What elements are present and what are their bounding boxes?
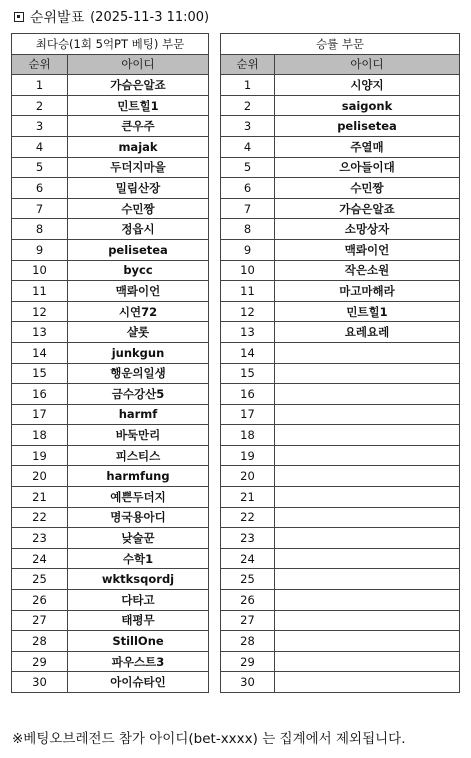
user-id-cell: 소망상자 xyxy=(275,219,460,240)
user-id-cell: 맥롸이언 xyxy=(275,239,460,260)
title-text: 순위발표 xyxy=(30,10,85,26)
table-row xyxy=(12,178,209,199)
rank-cell: 28 xyxy=(12,631,68,652)
user-id-cell xyxy=(275,672,460,693)
table-row xyxy=(12,322,209,343)
rank-cell: 2 xyxy=(221,95,275,116)
user-id-cell: 바둑만리 xyxy=(68,425,209,446)
rank-cell: 19 xyxy=(12,445,68,466)
rank-cell: 9 xyxy=(12,239,68,260)
table-row xyxy=(221,178,460,199)
table-row xyxy=(12,75,209,96)
table-row xyxy=(221,219,460,240)
table-row xyxy=(221,75,460,96)
rank-cell: 5 xyxy=(12,157,68,178)
rank-cell: 8 xyxy=(221,219,275,240)
table-row xyxy=(12,548,209,569)
user-id-cell: majak xyxy=(68,136,209,157)
table-row xyxy=(221,384,460,405)
user-id-cell xyxy=(275,425,460,446)
table-row xyxy=(12,651,209,672)
rank-cell: 27 xyxy=(12,610,68,631)
table-row xyxy=(221,301,460,322)
table-row xyxy=(12,95,209,116)
rank-cell: 18 xyxy=(221,425,275,446)
table-row xyxy=(221,507,460,528)
table-row xyxy=(221,404,460,425)
user-id-cell xyxy=(275,342,460,363)
user-id-cell xyxy=(275,610,460,631)
table-row xyxy=(12,672,209,693)
table-row xyxy=(221,425,460,446)
rank-column-header: 순위 xyxy=(12,54,68,75)
user-id-cell xyxy=(275,487,460,508)
table-row xyxy=(221,548,460,569)
rank-cell: 24 xyxy=(221,548,275,569)
rank-cell: 8 xyxy=(12,219,68,240)
user-id-cell: harmfung xyxy=(68,466,209,487)
rank-cell: 14 xyxy=(221,342,275,363)
rank-cell: 11 xyxy=(221,281,275,302)
rank-cell: 6 xyxy=(12,178,68,199)
table-row xyxy=(12,281,209,302)
rank-cell: 29 xyxy=(221,651,275,672)
rank-cell: 24 xyxy=(12,548,68,569)
win-rate-rows xyxy=(221,75,460,693)
win-rate-table xyxy=(220,33,460,693)
rank-cell: 21 xyxy=(221,487,275,508)
announcement-date: (2025-11-3 11:00) xyxy=(90,9,210,25)
rank-cell: 25 xyxy=(12,569,68,590)
user-id-cell: 큰우주 xyxy=(68,116,209,137)
user-id-cell: 으아들이대 xyxy=(275,157,460,178)
user-id-cell: 맥롸이언 xyxy=(68,281,209,302)
square-bullet-icon xyxy=(14,12,24,22)
rank-cell: 3 xyxy=(221,116,275,137)
table-row xyxy=(221,672,460,693)
rank-cell: 16 xyxy=(221,384,275,405)
user-id-cell: 수민짱 xyxy=(275,178,460,199)
rank-cell: 16 xyxy=(12,384,68,405)
rank-cell: 17 xyxy=(12,404,68,425)
user-id-cell: 시연72 xyxy=(68,301,209,322)
id-column-header: 아이디 xyxy=(68,54,209,75)
table-row xyxy=(12,260,209,281)
rank-cell: 28 xyxy=(221,631,275,652)
table-row xyxy=(12,445,209,466)
table-row xyxy=(12,157,209,178)
rank-cell: 2 xyxy=(12,95,68,116)
page-title xyxy=(14,6,209,28)
user-id-cell xyxy=(275,384,460,405)
user-id-cell: 피스티스 xyxy=(68,445,209,466)
user-id-cell xyxy=(275,507,460,528)
user-id-cell: 파우스트3 xyxy=(68,651,209,672)
rank-cell: 14 xyxy=(12,342,68,363)
rank-cell: 9 xyxy=(221,239,275,260)
table-row xyxy=(12,384,209,405)
user-id-cell xyxy=(275,404,460,425)
user-id-cell xyxy=(275,631,460,652)
user-id-cell xyxy=(275,466,460,487)
most-wins-table xyxy=(11,33,209,693)
table-row xyxy=(221,487,460,508)
rank-cell: 10 xyxy=(221,260,275,281)
table-row xyxy=(221,116,460,137)
rank-cell: 25 xyxy=(221,569,275,590)
user-id-cell: 아이슈타인 xyxy=(68,672,209,693)
rank-cell: 17 xyxy=(221,404,275,425)
rank-cell: 4 xyxy=(221,136,275,157)
table-row xyxy=(221,95,460,116)
user-id-cell: pelisetea xyxy=(275,116,460,137)
user-id-cell: 정읍시 xyxy=(68,219,209,240)
table-row xyxy=(221,590,460,611)
table-row xyxy=(221,445,460,466)
rank-column-header: 순위 xyxy=(221,54,275,75)
rank-cell: 29 xyxy=(12,651,68,672)
user-id-cell: 시양지 xyxy=(275,75,460,96)
user-id-cell xyxy=(275,651,460,672)
rank-cell: 1 xyxy=(12,75,68,96)
table-row xyxy=(12,610,209,631)
rank-cell: 12 xyxy=(12,301,68,322)
user-id-cell: 샬롯 xyxy=(68,322,209,343)
table-row xyxy=(221,610,460,631)
user-id-cell: 마고마해라 xyxy=(275,281,460,302)
user-id-cell: 두더지마을 xyxy=(68,157,209,178)
table-row xyxy=(221,363,460,384)
rank-cell: 30 xyxy=(221,672,275,693)
most-wins-caption: 최다승(1회 5억PT 베팅) 부문 xyxy=(12,34,209,55)
table-row xyxy=(12,569,209,590)
rank-cell: 20 xyxy=(221,466,275,487)
user-id-cell: bycc xyxy=(68,260,209,281)
rank-cell: 3 xyxy=(12,116,68,137)
user-id-cell: 예쁜두더지 xyxy=(68,487,209,508)
win-rate-caption: 승률 부문 xyxy=(221,34,460,55)
user-id-cell: 명국용아디 xyxy=(68,507,209,528)
user-id-cell: 주열매 xyxy=(275,136,460,157)
user-id-cell: 수학1 xyxy=(68,548,209,569)
table-row xyxy=(12,528,209,549)
table-row xyxy=(12,219,209,240)
user-id-cell: 낮술꾼 xyxy=(68,528,209,549)
table-row xyxy=(12,487,209,508)
rank-cell: 26 xyxy=(221,590,275,611)
user-id-cell: 가슴은알죠 xyxy=(68,75,209,96)
table-row xyxy=(221,569,460,590)
rank-cell: 18 xyxy=(12,425,68,446)
user-id-cell: 밀림산장 xyxy=(68,178,209,199)
rank-cell: 10 xyxy=(12,260,68,281)
rank-cell: 5 xyxy=(221,157,275,178)
user-id-cell xyxy=(275,445,460,466)
table-row xyxy=(12,466,209,487)
rank-cell: 23 xyxy=(12,528,68,549)
user-id-cell: 다타고 xyxy=(68,590,209,611)
rank-cell: 4 xyxy=(12,136,68,157)
table-row xyxy=(12,363,209,384)
user-id-cell: 행운의일생 xyxy=(68,363,209,384)
rank-cell: 21 xyxy=(12,487,68,508)
footer-note: ※베팅오브레전드 참가 아이디(bet-xxxx) 는 집계에서 제외됩니다. xyxy=(12,731,406,747)
table-row xyxy=(221,260,460,281)
rank-cell: 6 xyxy=(221,178,275,199)
table-row xyxy=(12,631,209,652)
table-row xyxy=(221,631,460,652)
user-id-cell xyxy=(275,569,460,590)
most-wins-rows xyxy=(12,75,209,693)
id-column-header: 아이디 xyxy=(275,54,460,75)
table-row xyxy=(221,322,460,343)
user-id-cell: StillOne xyxy=(68,631,209,652)
rank-cell: 7 xyxy=(12,198,68,219)
table-row xyxy=(221,651,460,672)
rank-cell: 12 xyxy=(221,301,275,322)
rank-cell: 7 xyxy=(221,198,275,219)
rank-cell: 27 xyxy=(221,610,275,631)
user-id-cell: 금수강산5 xyxy=(68,384,209,405)
rank-cell: 20 xyxy=(12,466,68,487)
rank-cell: 15 xyxy=(12,363,68,384)
rank-cell: 13 xyxy=(12,322,68,343)
user-id-cell: 수민짱 xyxy=(68,198,209,219)
table-row xyxy=(12,590,209,611)
table-row xyxy=(12,301,209,322)
table-row xyxy=(12,116,209,137)
table-row xyxy=(221,528,460,549)
table-row xyxy=(221,239,460,260)
rank-cell: 23 xyxy=(221,528,275,549)
user-id-cell: 가슴은알죠 xyxy=(275,198,460,219)
user-id-cell xyxy=(275,548,460,569)
rank-cell: 11 xyxy=(12,281,68,302)
table-row xyxy=(12,239,209,260)
table-row xyxy=(12,425,209,446)
table-row xyxy=(221,466,460,487)
user-id-cell: 민트힐1 xyxy=(275,301,460,322)
user-id-cell: harmf xyxy=(68,404,209,425)
table-row xyxy=(221,157,460,178)
user-id-cell xyxy=(275,363,460,384)
rank-cell: 26 xyxy=(12,590,68,611)
table-row xyxy=(12,507,209,528)
table-row xyxy=(12,342,209,363)
rank-cell: 1 xyxy=(221,75,275,96)
user-id-cell: saigonk xyxy=(275,95,460,116)
rank-cell: 19 xyxy=(221,445,275,466)
rank-cell: 15 xyxy=(221,363,275,384)
user-id-cell xyxy=(275,528,460,549)
table-row xyxy=(12,404,209,425)
user-id-cell: 요레요레 xyxy=(275,322,460,343)
rank-cell: 22 xyxy=(12,507,68,528)
rank-cell: 13 xyxy=(221,322,275,343)
user-id-cell: wktksqordj xyxy=(68,569,209,590)
user-id-cell: 작은소원 xyxy=(275,260,460,281)
rank-cell: 30 xyxy=(12,672,68,693)
table-row xyxy=(221,281,460,302)
user-id-cell xyxy=(275,590,460,611)
table-row xyxy=(221,342,460,363)
rank-cell: 22 xyxy=(221,507,275,528)
user-id-cell: 태평무 xyxy=(68,610,209,631)
user-id-cell: pelisetea xyxy=(68,239,209,260)
table-row xyxy=(221,198,460,219)
user-id-cell: junkgun xyxy=(68,342,209,363)
table-row xyxy=(12,198,209,219)
user-id-cell: 민트힐1 xyxy=(68,95,209,116)
table-row xyxy=(221,136,460,157)
table-row xyxy=(12,136,209,157)
